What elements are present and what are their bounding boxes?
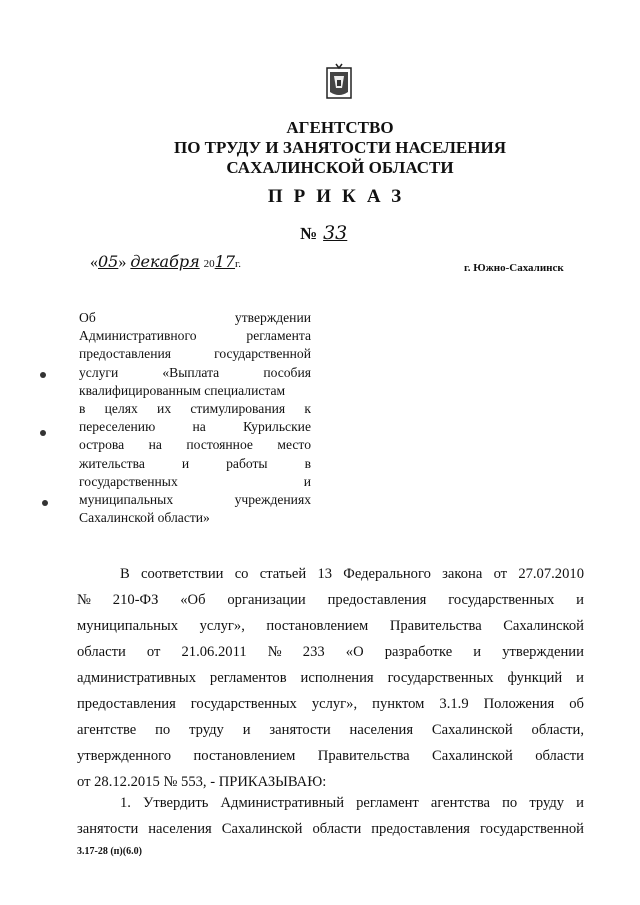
date-year-unit: г. bbox=[235, 258, 242, 270]
date-close-quote: » bbox=[118, 254, 127, 271]
preamble-paragraph bbox=[77, 561, 584, 795]
order-subject bbox=[79, 309, 311, 527]
subject-line bbox=[79, 345, 311, 363]
number-value: 33 bbox=[323, 222, 348, 244]
text-line: от 28.12.2015 № 553, - ПРИКАЗЫВАЮ: bbox=[77, 774, 327, 790]
subject-word: жительства bbox=[79, 455, 145, 471]
text-line: муниципальных услуг», постановлением Правительства Сахалинской bbox=[77, 618, 584, 634]
subject-line bbox=[79, 436, 311, 454]
subject-word: государственной bbox=[214, 346, 311, 362]
subject-word: Административного bbox=[79, 328, 197, 344]
city-name: г. Южно-Сахалинск bbox=[464, 262, 564, 274]
subject-line bbox=[79, 418, 311, 436]
subject-word: острова bbox=[79, 437, 125, 453]
text-line: № 210-ФЗ «Об организации предоставления государственных и bbox=[77, 592, 584, 608]
date-open-quote: « bbox=[90, 254, 98, 271]
subject-word: переселению bbox=[79, 419, 156, 435]
text-line: занятости населения Сахалинской области предоставления государственной bbox=[77, 821, 584, 837]
scan-mark bbox=[40, 430, 46, 436]
scan-mark bbox=[42, 500, 48, 506]
subject-word: муниципальных bbox=[79, 492, 174, 508]
subject-word: постоянное bbox=[186, 437, 253, 453]
agency-title-line-3: САХАЛИНСКОЙ ОБЛАСТИ bbox=[226, 158, 454, 177]
text-line: административных регламентов исполнения государственных функций и bbox=[77, 670, 584, 686]
date-year-suffix: 17 bbox=[214, 252, 236, 271]
text-line: предоставления государственных услуг», пунктом 3.1.9 Положения об bbox=[77, 696, 584, 712]
subject-line bbox=[79, 364, 311, 382]
subject-line bbox=[79, 455, 311, 473]
subject-word: Сахалинской области» bbox=[79, 510, 210, 526]
subject-line bbox=[79, 309, 311, 327]
subject-line bbox=[79, 382, 311, 400]
subject-line bbox=[79, 491, 311, 509]
subject-line bbox=[79, 327, 311, 345]
subject-word: услуги bbox=[79, 364, 119, 380]
subject-word: учреждениях bbox=[234, 492, 311, 508]
text-line: 1. Утвердить Административный регламент агентства по труду и bbox=[120, 795, 584, 811]
subject-word: предоставления bbox=[79, 346, 172, 362]
subject-word: Об bbox=[79, 310, 96, 325]
subject-word: Курильские bbox=[243, 419, 311, 435]
subject-word: и bbox=[303, 473, 311, 489]
subject-word: и bbox=[181, 455, 190, 471]
subject-word: «Выплата bbox=[162, 364, 220, 380]
subject-line bbox=[79, 400, 311, 418]
number-prefix: № bbox=[300, 224, 318, 243]
date-year-prefix: 20 bbox=[203, 258, 215, 270]
order-item-1 bbox=[77, 790, 584, 842]
coat-of-arms-emblem bbox=[326, 62, 352, 100]
subject-word: квалифицированным специалистам bbox=[79, 382, 286, 398]
subject-word: стимулирования bbox=[190, 401, 286, 417]
scan-mark bbox=[40, 372, 46, 378]
date-month: декабря bbox=[130, 252, 200, 271]
subject-word: место bbox=[277, 437, 311, 453]
subject-word: на bbox=[148, 437, 162, 453]
subject-word: пособия bbox=[263, 364, 311, 380]
text-line: агентстве по труду и занятости населения Сахалинской области, bbox=[77, 722, 584, 738]
agency-title-line-2: ПО ТРУДУ И ЗАНЯТОСТИ НАСЕЛЕНИЯ bbox=[173, 138, 506, 157]
document-type: ПРИКАЗ bbox=[267, 186, 413, 207]
subject-word: в bbox=[304, 455, 311, 471]
order-number bbox=[300, 222, 347, 244]
text-line: В соответствии со статьей 13 Федерального закона от 27.07.2010 bbox=[120, 566, 584, 582]
date-day: 05 bbox=[98, 252, 119, 271]
subject-word: к bbox=[304, 401, 311, 417]
subject-word: утверждении bbox=[234, 310, 311, 325]
subject-word: их bbox=[157, 401, 172, 417]
subject-word: работы bbox=[226, 455, 268, 471]
text-line: области от 21.06.2011 № 233 «О разработке и утверждении bbox=[77, 644, 584, 660]
subject-line bbox=[79, 509, 311, 527]
footer-code: 3.17-28 (п)(6.0) bbox=[77, 846, 142, 857]
subject-word: на bbox=[192, 419, 206, 435]
agency-title-line-1: АГЕНТСТВО bbox=[286, 118, 394, 137]
text-line: утвержденного постановлением Правительства Сахалинской области bbox=[77, 748, 584, 764]
subject-word: регламента bbox=[246, 328, 311, 344]
subject-word: в bbox=[79, 401, 86, 417]
subject-word: государственных bbox=[79, 473, 178, 489]
order-date bbox=[90, 252, 241, 272]
subject-word: целях bbox=[104, 401, 138, 417]
subject-line bbox=[79, 473, 311, 491]
